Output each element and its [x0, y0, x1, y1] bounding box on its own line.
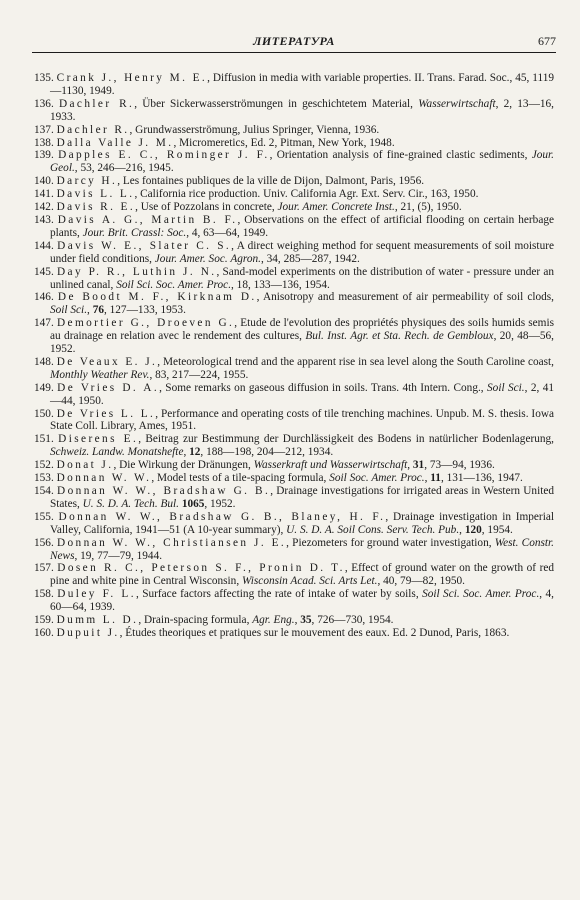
reference-entry [34, 562, 554, 588]
reference-source-title: Wisconsin Acad. Sci. Arts Let. [241, 575, 378, 588]
reference-text: , Drain-spacing formula, [138, 614, 253, 627]
reference-authors: Darcy H. [56, 175, 118, 188]
reference-number: 149. [34, 381, 58, 394]
reference-source-title: U. S. D. A. Tech. Bul. [82, 497, 179, 510]
reference-text: , Sand-model experiments on the distribution of water - pressure under an unlined canal, [50, 265, 555, 291]
reference-text: , Some remarks on gaseous diffusion in soils. Trans. 4th Intern. Cong., [159, 381, 488, 394]
reference-authors: Diserens E. [58, 433, 139, 446]
reference-text: , 127—133, 1953. [103, 304, 186, 317]
reference-text: , 18, 133—136, 1954. [231, 278, 330, 291]
reference-entry [34, 72, 554, 98]
reference-authors: Dumm L. D. [56, 614, 139, 627]
reference-source-title: West. Constr. News [50, 536, 554, 562]
reference-source-title: Jour. Geol. [50, 149, 554, 175]
reference-text: , [294, 614, 301, 627]
reference-number: 160. [34, 626, 57, 639]
reference-text: , A direct weighing method for sequent measurements of soil moisture under field conditions, [50, 239, 554, 265]
reference-text: , Meteorological trend and the apparent rise in sea level along the South Caroline coast, [157, 355, 555, 368]
reference-text: , 2, 41—44, 1950. [50, 381, 554, 407]
reference-number: 150. [34, 407, 57, 420]
reference-text: , Anisotropy and measurement of air permeability of soil clods, [256, 291, 555, 304]
reference-number: 148. [34, 355, 57, 368]
reference-entry [34, 291, 554, 317]
reference-entry [34, 317, 554, 356]
reference-text: , Surface factors affecting the rate of intake of water by soils, [135, 588, 423, 601]
reference-number: 137. [34, 123, 57, 136]
reference-authors: Davis W. E., Slater C. S. [57, 239, 232, 252]
reference-text: , 21, (5), 1950. [394, 201, 462, 214]
reference-text: , 131—136, 1947. [440, 472, 523, 485]
reference-text: , Grundwasserströmung, Julius Springer, Vienna, 1936. [129, 123, 380, 136]
reference-entry [34, 266, 554, 292]
reference-number: 136. [34, 97, 59, 110]
reference-text: , Orientation analysis of fine-grained clastic sediments, [269, 149, 532, 162]
reference-source-title: Wasserwirtschaft [418, 97, 496, 110]
reference-source-title: Bul. Inst. Agr. et Sta. Rech. de Gembloux [305, 330, 494, 343]
reference-volume: 1065 [181, 497, 205, 510]
reference-text: , Diffusion in media with variable properties. II. Trans. Farad. Soc., 45, 1119—1130, 1949. [50, 72, 554, 97]
page-header [32, 30, 556, 53]
reference-number: 151. [34, 433, 59, 446]
reference-text: , Drainage investigation in Imperial Valley, California, 1941—51 (A 10-year summary), [50, 510, 554, 536]
reference-entry [34, 382, 554, 408]
reference-entry [34, 214, 554, 240]
reference-text: , [87, 304, 93, 317]
reference-authors: Day P. R., Luthin J. N. [57, 265, 217, 278]
reference-text: , Model tests of a tile-spacing formula, [151, 472, 330, 485]
reference-text: , [407, 459, 413, 472]
reference-volume: 12 [189, 446, 201, 459]
reference-source-title: Soil Sci. [50, 304, 88, 317]
reference-text: , [424, 472, 431, 485]
reference-volume: 35 [300, 614, 312, 627]
reference-authors: Crank J., Henry M. E. [56, 72, 208, 84]
reference-entry [34, 537, 554, 563]
reference-volume: 31 [412, 459, 425, 472]
reference-number: 153. [34, 472, 57, 485]
page-number: 677 [538, 34, 556, 48]
reference-text: , 40, 79—82, 1950. [377, 575, 466, 588]
reference-text: , Beitrag zur Bestimmung der Durchlässigkeit des Bodens in natürlicher Bodenlagerung, [138, 433, 554, 446]
reference-source-title: Schweiz. Landw. Monatshefte [50, 446, 184, 459]
reference-source-title: Jour. Brit. Crassl: Soc. [82, 226, 187, 239]
reference-source-title: Agr. Eng. [252, 614, 295, 627]
reference-authors: Dachler R. [58, 97, 135, 110]
reference-text: , 726—730, 1954. [311, 614, 394, 627]
reference-authors: Davis L. L. [56, 188, 135, 201]
reference-text: , Use of Pozzolans in concrete, [135, 201, 278, 214]
reference-text: , 20, 48—56, 1952. [50, 330, 554, 356]
reference-source-title: Jour. Amer. Soc. Agron. [154, 252, 261, 265]
reference-number: 146. [34, 291, 58, 304]
reference-authors: De Vries D. A. [57, 381, 160, 394]
reference-number: 142. [34, 201, 57, 214]
reference-authors: Donnan W. W. [56, 472, 152, 485]
reference-volume: 11 [430, 472, 441, 485]
reference-authors: Dalla Valle J. M. [56, 136, 174, 149]
reference-entry [34, 124, 554, 137]
reference-number: 143. [34, 213, 58, 226]
reference-number: 138. [34, 136, 57, 149]
reference-authors: Davis R. E. [56, 201, 136, 214]
reference-source-title: Soil Sci. Soc. Amer. Proc. [422, 588, 540, 601]
reference-entry [34, 588, 554, 614]
reference-number: 154. [34, 485, 58, 497]
reference-authors: Demortier G., Droeven G. [56, 317, 235, 330]
reference-number: 158. [34, 588, 58, 601]
reference-number: 139. [34, 149, 59, 162]
reference-number: 157. [34, 562, 58, 575]
reference-entry [34, 408, 554, 434]
reference-text: , 73—94, 1936. [424, 459, 495, 472]
reference-entry [34, 459, 554, 472]
reference-number: 145. [34, 265, 57, 278]
reference-source-title: U. S. D. A. Soil Cons. Serv. Tech. Pub. [286, 523, 460, 536]
reference-entry [34, 149, 554, 175]
reference-authors: Donnan W. W., Christiansen J. E. [56, 536, 287, 549]
reference-text: , Über Sickerwasserströmungen in geschichtetem Material, [134, 97, 419, 110]
running-title: ЛИТЕРАТУРА [253, 34, 335, 48]
reference-authors: Dachler R. [56, 123, 130, 136]
reference-number: 141. [34, 188, 57, 201]
reference-text: , 34, 285—287, 1942. [260, 252, 360, 265]
reference-entry [34, 627, 554, 640]
reference-authors: De Vries L. L. [56, 407, 156, 420]
reference-text: , Etude de l'evolution des propriétés physiques des soils humids semis au drainage en relation avec le rendement des cultures, [50, 317, 555, 343]
reference-text: , 188—198, 204—212, 1934. [200, 446, 334, 459]
reference-text: , Observations on the effect of artificial flooding on certain herbage plants, [50, 213, 554, 239]
reference-text: , Les fontaines publiques de la ville de Dijon, Dalmont, Paris, 1956. [117, 175, 425, 188]
reference-authors: Donat J. [56, 459, 114, 472]
reference-text: , 19, 77—79, 1944. [74, 549, 163, 562]
reference-entry [34, 137, 554, 150]
reference-text: , 83, 217—224, 1955. [149, 368, 249, 381]
reference-text: , 2, 13—16, 1933. [50, 97, 554, 123]
reference-number: 152. [34, 459, 57, 472]
reference-entry [34, 201, 554, 214]
reference-authors: Davis A. G., Martin B. F. [57, 213, 238, 226]
reference-text: , Piezometers for ground water investigation, [286, 536, 495, 549]
reference-entry [34, 614, 554, 627]
reference-text: , Die Wirkung der Dränungen, [113, 459, 254, 472]
reference-text: , Drainage investigations for irrigated areas in Western United States, [50, 485, 555, 510]
reference-entry [34, 175, 554, 188]
reference-authors: Donnan W. W., Bradshaw G. B. [57, 485, 271, 497]
reference-number: 155. [34, 510, 59, 523]
reference-text: , [459, 523, 465, 536]
reference-authors: De Veaux E. J. [56, 355, 158, 368]
reference-text: , [183, 446, 190, 459]
reference-text: , Performance and operating costs of tile trenching machines. Unpub. M. S. thesis. Iowa State Coll. Library, Ames, 1951. [50, 407, 555, 433]
reference-number: 140. [34, 175, 57, 188]
reference-source-title: Wasserkraft und Wasserwirtschaft [253, 459, 408, 472]
reference-text: , 4, 63—64, 1949. [186, 226, 269, 239]
reference-entry [34, 240, 554, 266]
reference-text: , Effect of ground water on the growth of red pine and white pine in Central Wisconsin, [50, 562, 554, 588]
reference-source-title: Soil Sci. Soc. Amer. Proc. [116, 278, 232, 291]
reference-number: 144. [34, 239, 58, 252]
reference-text: , 53, 246—216, 1945. [74, 162, 174, 175]
reference-source-title: Monthly Weather Rev. [50, 368, 150, 381]
reference-authors: De Boodt M. F., Kirknam D. [57, 291, 257, 304]
reference-entry [34, 472, 554, 485]
reference-authors: Duley F. L. [57, 588, 136, 601]
reference-authors: Dapples E. C., Rominger J. F. [58, 149, 270, 162]
reference-list [34, 72, 554, 640]
reference-text: , Micromeretics, Ed. 2, Pitman, New York, 1948. [173, 136, 395, 149]
reference-number: 156. [34, 536, 57, 549]
reference-number: 159. [34, 614, 57, 627]
reference-source-title: Soil Sci. [487, 381, 525, 394]
reference-volume: 76 [92, 304, 104, 317]
reference-source-title: Jour. Amer. Concrete Inst. [277, 201, 395, 214]
reference-text: , 1952. [204, 497, 236, 510]
reference-number: 147. [34, 317, 57, 330]
reference-volume: 120 [464, 523, 482, 536]
reference-entry [34, 188, 554, 201]
reference-entry [34, 485, 554, 511]
reference-entry [34, 511, 554, 537]
reference-authors: Dupuit J. [56, 626, 120, 639]
reference-text: , California rice production. Univ. California Agr. Ext. Serv. Cir., 163, 1950. [134, 188, 479, 201]
reference-text: , Études theoriques et pratiques sur le mouvement des eaux. Ed. 2 Dunod, Paris, 1863. [119, 626, 510, 639]
reference-entry [34, 98, 554, 124]
reference-entry [34, 356, 554, 382]
reference-text: , 1954. [481, 523, 513, 536]
reference-number: 135. [34, 72, 57, 84]
reference-authors: Dosen R. C., Peterson S. F., Pronin D. T. [57, 562, 345, 575]
reference-source-title: Soil Soc. Amer. Proc. [329, 472, 425, 485]
reference-entry [34, 433, 554, 459]
reference-text: , 4, 60—64, 1939. [50, 588, 554, 614]
reference-authors: Donnan W. W., Bradshaw G. B., Blaney, H. F. [58, 510, 386, 523]
